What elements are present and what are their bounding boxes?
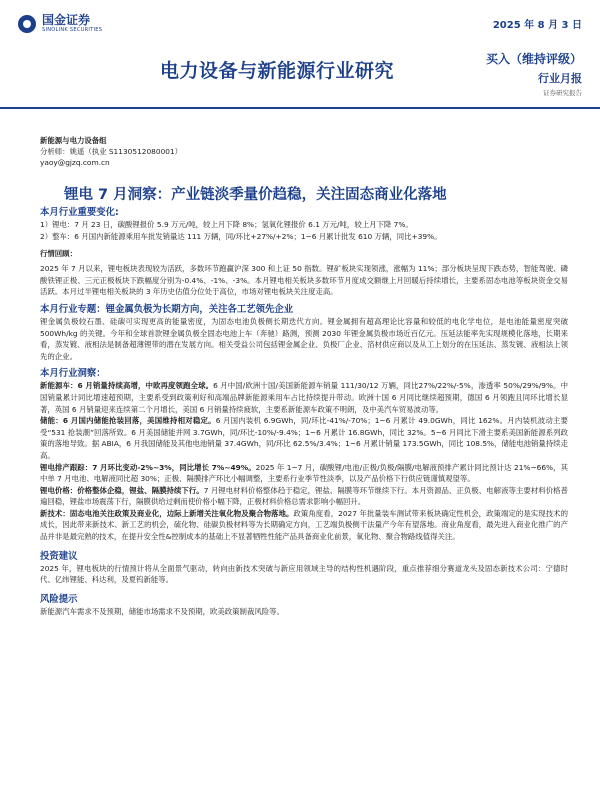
logo-name-cn: 国金证券	[42, 13, 91, 27]
insight-storage	[40, 415, 568, 461]
review-paragraph: 2025 年 7 月以来，锂电板块表现较为活跃，多数环节跑赢沪深 300 和上证 50 指数。锂矿板块实现领涨，涨幅为 11%；部分板块呈现下跌态势，智能驾驶、磷酸铁锂正极、三元正极板块下跌幅度分别为-0.4%、-1%、-3%。本月锂电相关板块多数环节月度成交额继上月回暖后持续增长，主要系固态电池等板块资金交易活跃。本月过半锂电相关板块的 3 年历史估值分位处于高位，市场对锂电板块关注度走高。	[40, 264, 568, 297]
insight-price	[40, 485, 568, 508]
insight-storage-lead: 储能：6 月国内储能抢装回落，美国维持相对稳定。	[40, 416, 216, 426]
insight-price-lead: 锂电价格：价格整体企稳，锂盐、隔膜持续下行。	[40, 485, 204, 495]
header-divider	[0, 107, 600, 109]
insight-ev-text: 6 月中国/欧洲十国/美国新能源车销量 111/30/12 万辆，同比27%/22%/-5%，渗透率 50%/29%/9%。中国销量累计同比增速超预期，主要系受到政策利好和高端品牌新能源乘用车占比持续提升带动。欧洲十国 6 月同比继续超预期，德国 6 月领跑且同环比增长显著，英国 6 月销量迎来连续第二个月增长，美国 6 月销量持续疲软，主要系新能源车政策不明朗，及中美汽车贸易波动等。	[40, 381, 568, 414]
insight-tech-text: 政策角度看，2027 年批量装车测试带来板块确定性机会，政策端定的是实现技术的成长，因此带来新技术、新工艺的机会，硫化物、硅碳负极材料等为长期确定方向，工艺端负极侧干法量产今年有望落地。商业角度看，最先进入商业化推广的产品并非是最完熟的技术，在提升安全性&控制成本的基础上不显著牺牲性能产品具备商业化前景，氧化物、聚合物路线值得关注。	[40, 508, 568, 542]
insight-chain	[40, 462, 568, 485]
insight-chain-lead: 锂电排产跟踪：7 月环比变动-2%~3%，同比增长 7%~49%。	[40, 462, 256, 472]
logo-name-en: SINOLINK SECURITIES	[42, 27, 103, 33]
main-title: 锂电 7 月洞察：产业链淡季量价趋稳，关注固态商业化落地	[64, 187, 447, 203]
insight-ev	[40, 380, 568, 415]
insight-tech	[40, 508, 568, 543]
changes-item-vehicle: 2）整车：6 月国内新能源乘用车批发销量达 111 万辆，同/环比+27%/+2%；1~6 月累计批发 610 万辆，同比+39%。	[40, 231, 442, 241]
section-heading-changes: 本月行业重要变化:	[40, 207, 119, 218]
section-heading-topic: 本月行业专题：锂金属负极为长期方向，关注各工艺领先企业	[40, 303, 294, 315]
report-subtype: 证券研究报告	[543, 89, 582, 97]
section-heading-risk: 风险提示	[40, 593, 78, 605]
section-heading-advice: 投资建议	[40, 550, 78, 562]
insight-tech-lead: 新技术：固态电池关注政策及商业化，边际上新增关注氧化物及聚合物落地。	[40, 508, 294, 518]
section-heading-insight: 本月行业洞察：	[40, 368, 106, 380]
insight-ev-lead: 新能源车：6 月销量持续高增，中欧再度领跑全球。	[40, 381, 214, 391]
analyst-team: 新能源与电力设备组	[40, 136, 107, 145]
risk-paragraph: 新能源汽车需求不及预期，储能市场需求不及预期，欧美政策制裁风险等。	[40, 606, 284, 616]
insight-chain-text: 2025 年 1~7 月，碳酸锂/电池/正极/负极/隔膜/电解液预排产累计同比预计达 21%~66%，其中单 7 月电池、电解液同比超 30%；正极、隔膜排产环比小幅调整，主要系行业季节性淡季，以及产品价格下行供应链谨慎观望等。	[40, 462, 568, 484]
insight-storage-text: 6 月国内装机 6.9GWh，同/环比-41%/-70%；1~6 月累计 49.0GWh，同比 162%。月内装机波动主要受“531 抢装潮”回落所致。6 月美国储能并网 3.7GWh，同/环比-10%/-9.4%；1~6 月累计 16.8GWh，同比 32%。5~6 月同比下滑主要系美国新能源系列政策的落地导致。据 ABIA，6 月我国储能及其他电池销量 37.4GWh，同/环比 62.5%/3.4%；1~6 月累计销量 173.5GWh，同比 108.5%，储能电池销量持续走高。	[40, 416, 568, 460]
company-logo	[18, 14, 102, 34]
logo-mark-icon	[18, 15, 36, 33]
changes-item-lithium: 1）锂电：7 月 23 日，碳酸锂报价 5.9 万元/吨，较上月下降 8%；氢氧化锂报价 6.1 万元/吨，较上月下降 7%。	[40, 220, 413, 229]
insight-price-text: 7 月锂电材料价格整体趋于稳定，锂盐、隔膜等环节继续下行。本月资源品、正负极、电解液等主要材料价格普遍回稳，锂盐市场震荡下行，隔膜供给过剩而使价格小幅下降，正极材料价格总需求影响小幅回升。	[40, 485, 568, 507]
section-heading-review: 行情回顾：	[40, 249, 77, 259]
analyst-name: 分析师：姚遥（执业 S1130512080001）	[40, 147, 183, 156]
analyst-info	[40, 135, 182, 168]
topic-paragraph: 锂金属负极较石墨、硅碳可实现更高的能量密度，为固态电池负极侧长期迭代方向。锂金属拥有超高理论比容量和较低的电化学电位，是电池能量密度突破 500Wh/kg 的关键。今年和全球首款锂金属负极全固态电池上车（奔驰）路测，预测 2030 年锂金属负极市场近百亿元。压延法能率先实现规模化落地，长期来看，蒸发镀、液相法是制备超薄锂带的潜在发展方向。相关受益公司包括锂金属企业、负极厂企业、箔材供应商以及从工上划分的在压延法、蒸发镀、液相法上领先的企业。	[40, 316, 568, 361]
report-header	[0, 0, 600, 108]
report-body	[40, 207, 568, 617]
report-type: 行业月报	[538, 72, 582, 85]
advice-paragraph: 2025 年，锂电板块的行情预计将从全面景气驱动，转向由新技术突破与新应用领域主导的结构性机遇阶段，重点推荐细分赛道龙头及固态新技术公司：宁德时代、亿纬锂能、科达利，及夏钨新能等。	[40, 563, 568, 585]
rating-badge: 买入（维持评级）	[485, 52, 582, 66]
report-series-title: 电力设备与新能源行业研究	[160, 60, 395, 82]
report-date: 2025 年 8 月 3 日	[492, 20, 582, 31]
analyst-email: yaoy@gjzq.com.cn	[40, 158, 110, 167]
